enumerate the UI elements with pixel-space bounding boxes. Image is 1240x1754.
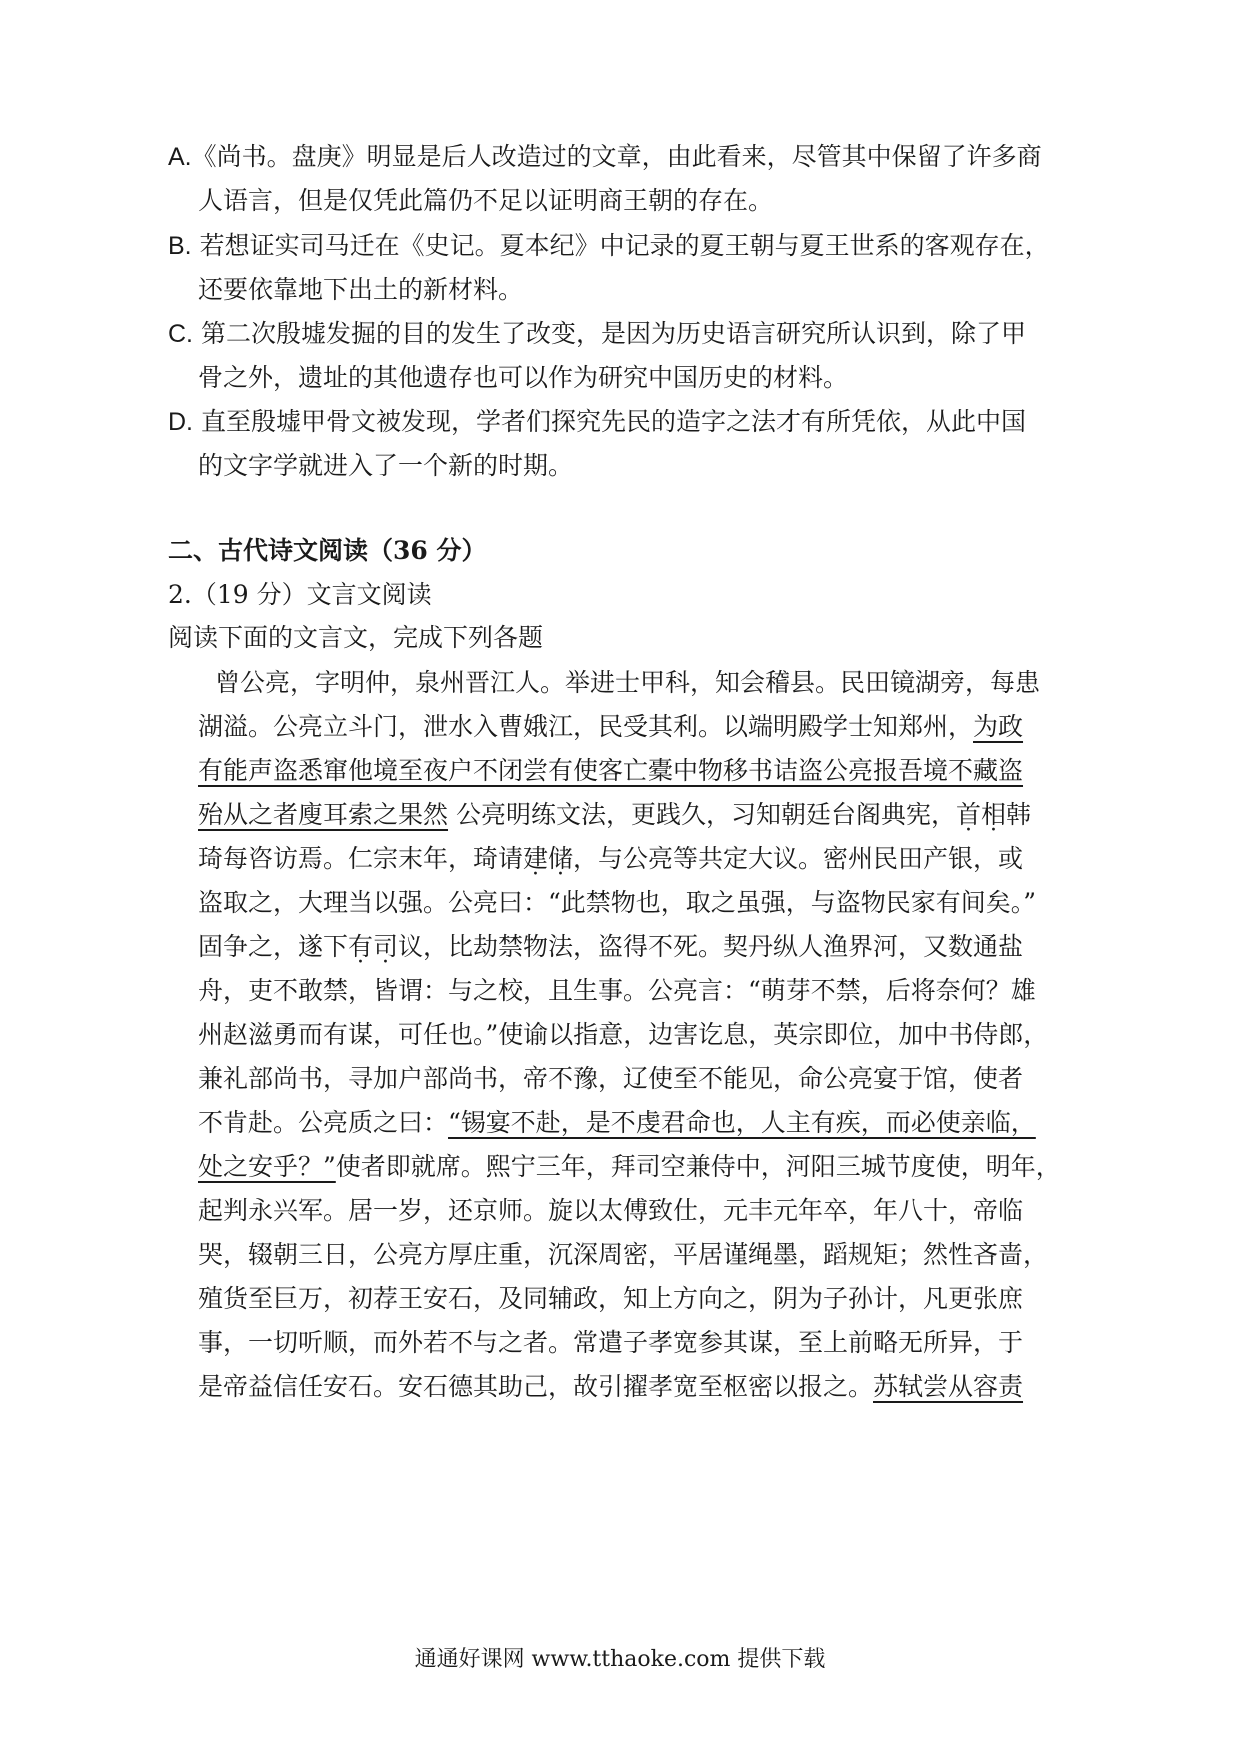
underlined-text: 苏轼尝从容责 — [873, 1372, 1024, 1401]
underlined-text: 处之安乎？” — [198, 1152, 336, 1181]
option-d-text: 直至殷墟甲骨文被发现，学者们探究先民的造字之法才有所凭依，从此中国 — [200, 407, 1026, 436]
passage-text: 湖溢。公亮立斗门，泄水入曹娥江，民受其利。以端明殿学士知郑州， — [198, 712, 974, 741]
option-a-line-2: 人语言，但是仅凭此篇仍不足以证明商王朝的存在。 — [198, 186, 774, 215]
passage-line-14: 哭，辍朝三日，公亮方厚庄重，沉深周密，平居谨绳墨，蹈规矩；然性吝啬， — [198, 1240, 1049, 1269]
page-footer: 通通好课网 www.tthaoke.com 提供下载 — [414, 1647, 826, 1672]
passage-text: 公亮明练文法，更践久，习知朝廷台阁典宪， — [448, 800, 956, 829]
option-b-text: 若想证实司马迁在《史记。夏本纪》中记录的夏王朝与夏王世系的客观存在， — [199, 231, 1050, 260]
option-c-line-2: 骨之外，遗址的其他遗存也可以作为研究中国历史的材料。 — [198, 363, 849, 392]
passage-line-17 — [198, 1369, 1023, 1405]
dotted-char: 储 — [548, 844, 574, 873]
option-c-line-1 — [168, 316, 1026, 352]
passage-line-3 — [198, 753, 1023, 789]
option-d-line-2: 的文字学就进入了一个新的时期。 — [198, 451, 574, 480]
passage-line-12 — [198, 1149, 1061, 1185]
passage-text: 是帝益信任安石。安石德其助己，故引擢孝宽至枢密以报之。 — [198, 1372, 874, 1401]
passage-text: 固争之，遂下 — [198, 932, 349, 961]
dotted-char: 首 — [955, 800, 981, 829]
passage-line-5 — [198, 841, 1023, 877]
passage-line-7 — [198, 929, 1023, 965]
dotted-char: 有 — [348, 932, 374, 961]
passage-line-11 — [198, 1105, 1036, 1141]
passage-line-8: 舟，吏不敢禁，皆谓：与之校，且生事。公亮言：“萌芽不禁，后将奈何？雄 — [198, 976, 1036, 1005]
instruction-text: 阅读下面的文言文，完成下列各题 — [168, 623, 544, 652]
section-title: 二、古代诗文阅读（36 分） — [168, 536, 487, 565]
passage-text: 不肯赴。公亮质之曰： — [198, 1108, 449, 1137]
underlined-text: 殆从之者廋耳索之果然 — [198, 800, 449, 829]
passage-line-9: 州赵滋勇而有谋，可任也。”使谕以指意，边害讫息，英宗即位，加中书侍郎， — [198, 1020, 1049, 1049]
question-number: 2.（19 分）文言文阅读 — [168, 580, 432, 609]
passage-line-16: 事，一切听顺，而外若不与之者。常遣子孝宽参其谋，至上前略无所异，于 — [198, 1328, 1024, 1357]
dotted-char: 相 — [980, 800, 1006, 829]
option-c-text: 第二次殷墟发掘的目的发生了改变，是因为历史语言研究所认识到，除了甲 — [200, 319, 1026, 348]
passage-text: 议，比劫禁物法，盗得不死。契丹纵人渔界河，又数通盐 — [398, 932, 1024, 961]
dotted-char: 建 — [523, 844, 549, 873]
option-b-line-2: 还要依靠地下出土的新材料。 — [198, 275, 524, 304]
passage-line-13: 起判永兴军。居一岁，还京师。旋以太傅致仕，元丰元年卒，年八十，帝临 — [198, 1196, 1024, 1225]
option-b-label: B. — [168, 232, 192, 260]
passage-line-10: 兼礼部尚书，寻加户部尚书，帝不豫，辽使至不能见，命公亮宴于馆，使者 — [198, 1064, 1024, 1093]
option-a-label: A. — [168, 143, 192, 171]
underlined-text: 为政 — [973, 712, 1024, 741]
option-a-line-1 — [168, 139, 1042, 175]
passage-line-1: 曾公亮，字明仲，泉州晋江人。举进士甲科，知会稽县。民田镜湖旁，每患 — [215, 668, 1041, 697]
passage-text: 琦每咨访焉。仁宗末年，琦请 — [198, 844, 524, 873]
option-d-label: D. — [168, 408, 193, 436]
passage-text: ，与公亮等共定大议。密州民田产银，或 — [573, 844, 1024, 873]
option-c-label: C. — [168, 320, 193, 348]
underlined-text: 有能声盗悉窜他境至夜户不闭尝有使客亡橐中物移书诘盗公亮报吾境不藏盗 — [198, 756, 1024, 785]
option-a-text: 《尚书。盘庚》明显是后人改造过的文章，由此看来，尽管其中保留了许多商 — [191, 142, 1042, 171]
passage-line-15: 殖货至巨万，初荐王安石，及同辅政，知上方向之，阴为子孙计，凡更张庶 — [198, 1284, 1024, 1313]
passage-line-2 — [198, 709, 1023, 745]
dotted-char: 司 — [373, 932, 399, 961]
underlined-text: “锡宴不赴，是不虔君命也，人主有疾，而必使亲临， — [448, 1108, 1036, 1137]
passage-line-4 — [198, 797, 1031, 833]
passage-text: 使者即就席。熙宁三年，拜司空兼侍中，河阳三城节度使，明年， — [335, 1152, 1061, 1181]
option-d-line-1 — [168, 404, 1026, 440]
option-b-line-1 — [168, 228, 1050, 264]
passage-line-6: 盗取之，大理当以强。公亮曰：“此禁物也，取之虽强，与盗物民家有间矣。” — [198, 888, 1037, 917]
passage-text: 韩 — [1006, 800, 1032, 829]
